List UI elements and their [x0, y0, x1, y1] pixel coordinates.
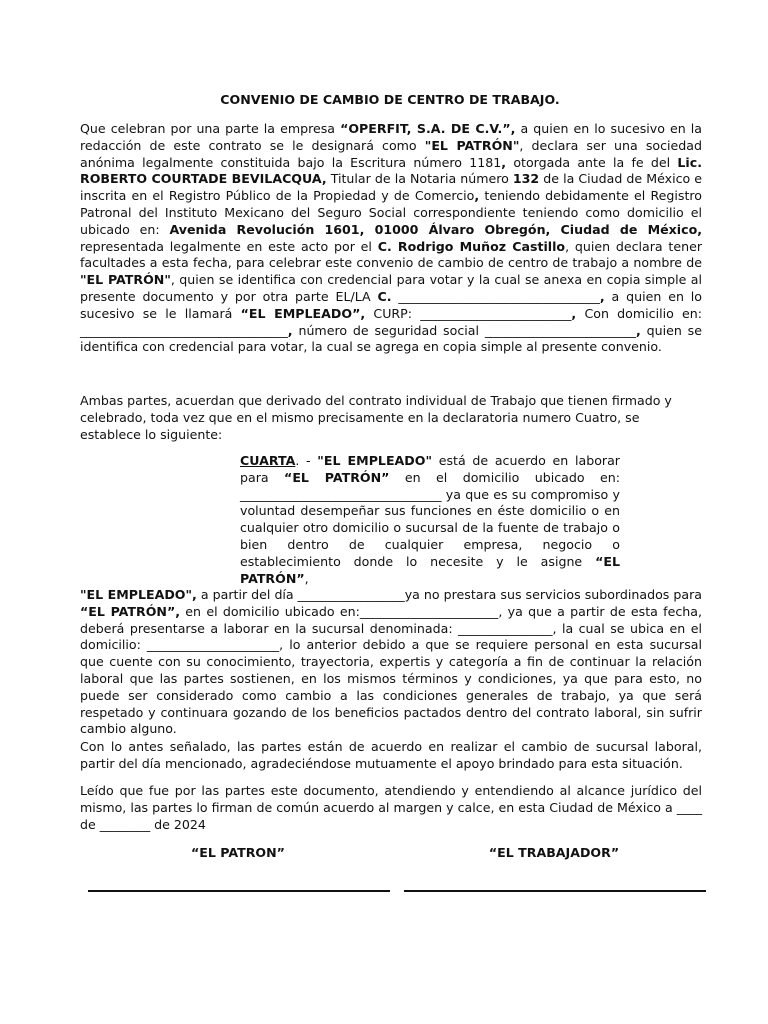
text-segment: , quien declara tener facultades a esta fecha, para celebrar este convenio de cambio de centro de trabajo a nombre de: [80, 238, 703, 271]
company-name: “OPERFIT, S.A. DE C.V.”,: [340, 121, 516, 136]
conclusion-paragraph: Con lo antes señalado, las partes están de acuerdo en realizar el cambio de sucursal laboral, partir del día mencionado, agradeciéndose mutuamente el apoyo brindado para esta situación.: [80, 739, 702, 771]
text-segment: a quien en lo sucesivo se le llamará: [80, 288, 702, 321]
patron-term: "EL PATRÓN": [424, 137, 520, 153]
text-segment: ,: [501, 154, 507, 170]
notary-number: 132: [512, 171, 540, 187]
name-blank: ________________________________: [391, 288, 600, 304]
text-segment: Que celebran por una parte la empresa: [80, 121, 341, 136]
nss-blank: número de seguridad social ________________________: [292, 322, 636, 338]
signature-label-patron: “EL PATRON”: [191, 845, 285, 860]
text-segment: ,: [304, 570, 309, 586]
transfer-paragraph: [80, 587, 702, 738]
empleado-term: "EL EMPLEADO": [317, 453, 433, 468]
signing-paragraph: Leído que fue por las partes este documento, atendiendo y entendiendo al alcance jurídico del mismo, las partes lo firman de común acuerdo al margen y calce, en esta Ciudad de México a ____ de ________ de 2024: [80, 783, 702, 832]
notary-name: Lic. ROBERTO COURTADE BEVILACQUA,: [80, 154, 702, 187]
text-segment: , quien se identifica con credencial para votar y la cual se anexa en copia simple al presente documento y por otra parte EL/LA: [80, 272, 702, 304]
patron-term: "EL PATRÓN": [80, 272, 171, 288]
text-segment: representada legalmente en este acto por el: [80, 238, 378, 254]
text-segment: ,: [571, 305, 577, 321]
company-address: Avenida Revolución 1601, 01000 Álvaro Obregón, Ciudad de México,: [169, 221, 703, 237]
empleado-term: "EL EMPLEADO",: [80, 587, 197, 602]
text-segment: . -: [295, 453, 318, 468]
patron-term: “EL PATRÓN”,: [80, 603, 181, 619]
text-segment: a partir del día _________________ya no prestara sus servicios subordinados para: [196, 587, 703, 602]
text-segment: ,: [287, 322, 293, 338]
document-title: CONVENIO DE CAMBIO DE CENTRO DE TRABAJO.: [220, 92, 560, 107]
text-segment: a quien en lo sucesivo en la redacción de este contrato se le designará como: [80, 121, 702, 153]
text-segment: ,: [599, 288, 605, 304]
text-segment: de la Ciudad de México e inscrita en el Registro Público de la Propiedad y de Comercio: [80, 171, 703, 204]
agreement-paragraph: Ambas partes, acuerdan que derivado del contrato individual de Trabajo que tienen firmado y celebrado, toda vez que en el mismo precisamente en la declaratoria numero Cuatro, se establece lo siguiente:: [80, 393, 672, 442]
text-segment: en el domicilio ubicado en:______________________, ya que a partir de esta fecha, deberá presentarse a laborar en la sucursal denominada: _______________, la cual se ubica en el domicilio: _____________________, lo anterior debido a que se requiere personal en esta sucursal que cuente con su conocimiento, trayectoria, expertis y categoría a fin de continuar la relación laboral que las partes sostienen, en los mismos términos y condiciones, ya que para esto, no puede ser considerado como cambio a las condiciones generales de trabajo, ya que será respetado y continuara gozando de los beneficios pactados dentro del contrato laboral, sin sufrir cambio alguno.: [80, 603, 702, 737]
signature-line-trabajador: [404, 890, 706, 892]
curp-blank: CURP: ________________________: [365, 305, 572, 321]
address-blank: Con domicilio en: _________________________________: [80, 305, 703, 338]
text-segment: ,: [474, 188, 480, 204]
text-segment: teniendo debidamente el Registro Patronal del Instituto Mexicano del Seguro Social correspondiente teniendo como domicilio el ubicado en:: [80, 188, 702, 237]
text-segment: está de acuerdo en laborar para: [240, 453, 620, 485]
signature-label-trabajador: “EL TRABAJADOR”: [488, 845, 620, 860]
text-segment: quien se identifica con credencial para votar, la cual se agrega en copia simple al presente convenio.: [80, 322, 702, 355]
empleado-term: “EL EMPLEADO”,: [240, 305, 366, 321]
text-segment: en el domicilio ubicado en: ________________________________ ya que es su compromiso y voluntad desempeñar sus funciones en éste domicilio o en cualquier otro domicilio o sucursal de la fuente de trabajo o bien dentro de cualquier empresa, negocio o establecimiento donde lo necesite y le asigne: [240, 469, 620, 569]
signature-line-patron: [88, 890, 390, 892]
text-segment: ,: [635, 322, 641, 338]
clause-cuarta: [240, 453, 620, 587]
intro-paragraph: [80, 121, 702, 356]
text-segment: otorgada ante la fe del: [506, 154, 678, 170]
citizen-label: C.: [377, 288, 392, 304]
text-segment: , declara ser una sociedad anónima legalmente constituida bajo la Escritura número 1181: [80, 137, 702, 170]
clause-label: CUARTA: [240, 453, 296, 468]
patron-term: “EL PATRÓN”: [284, 469, 390, 485]
patron-term: “EL PATRÓN”: [240, 553, 620, 586]
representative-name: C. Rodrigo Muñoz Castillo: [377, 238, 566, 254]
text-segment: Titular de la Notaria número: [326, 171, 513, 187]
